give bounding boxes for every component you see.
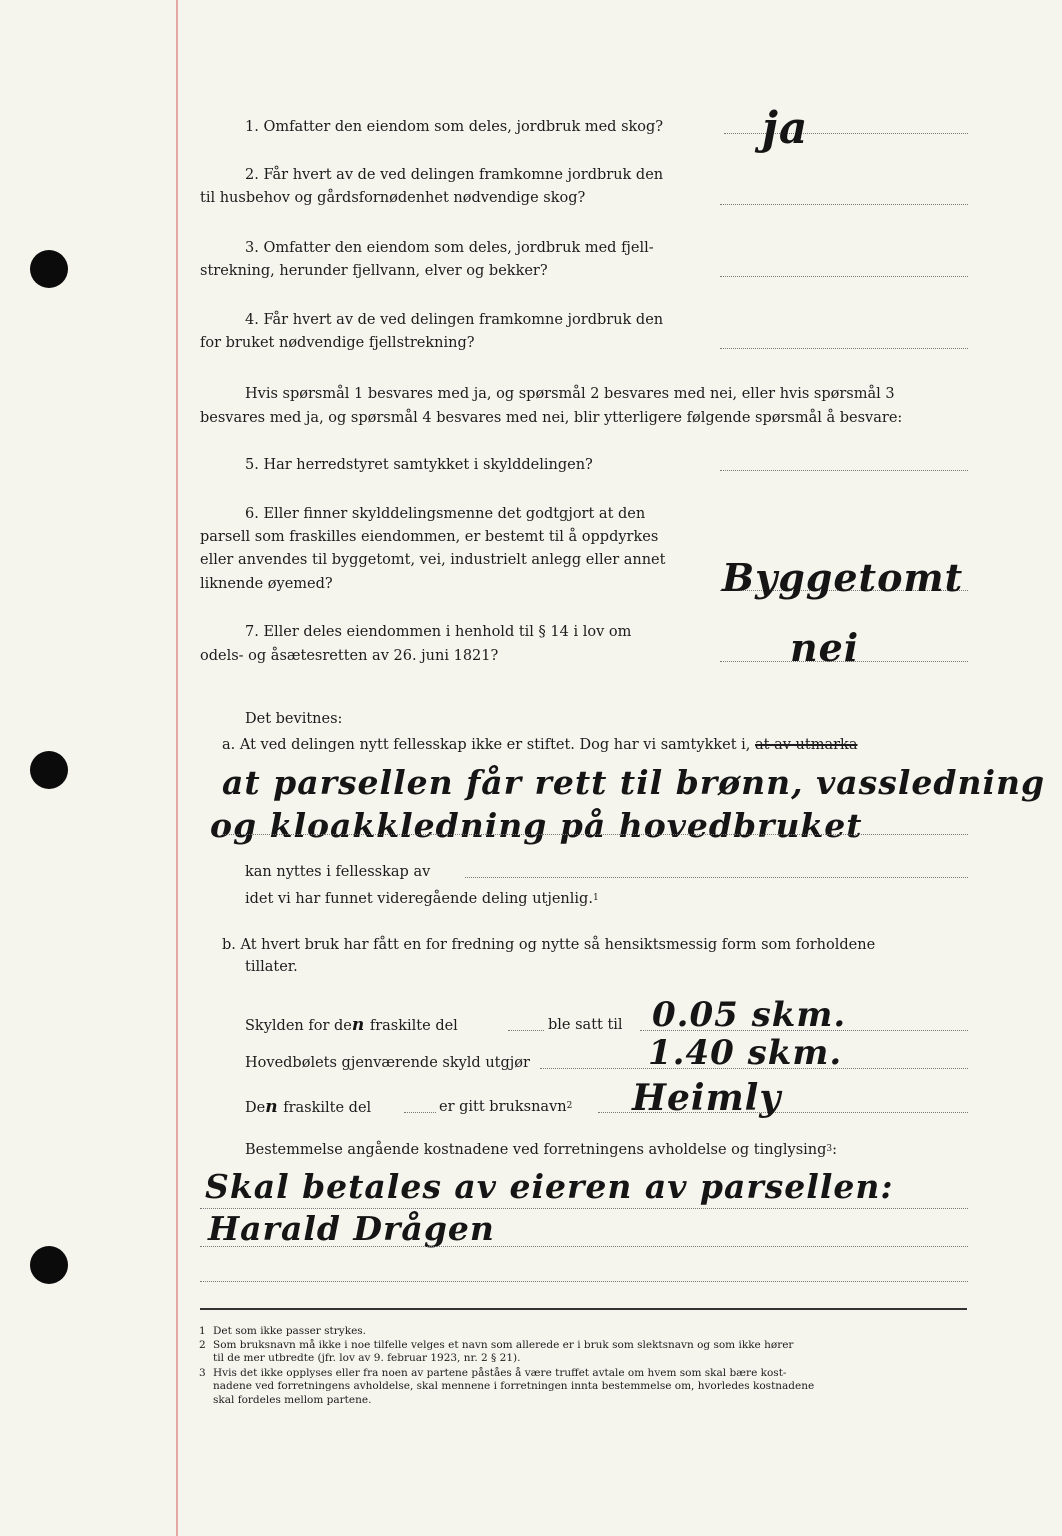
- costs-heading-colon: :: [832, 1142, 838, 1158]
- attest-a-handwritten-line-2: og kloakkledning på hovedbruket: [210, 806, 863, 845]
- attest-a-struck-text: at av utmarka: [755, 737, 858, 753]
- question-6-line-2: parsell som fraskilles eiendommen, er bestemt til å oppdyrkes: [200, 529, 659, 545]
- footnote-1-number: 1: [199, 1325, 206, 1337]
- footnote-separator: [200, 1308, 967, 1310]
- condition-line-1: Hvis spørsmål 1 besvares med ja, og spørsmål 2 besvares med nei, eller hvis spørsmål 3: [245, 386, 895, 402]
- footnote-3-line-3: skal fordeles mellom partene.: [213, 1394, 372, 1406]
- footnote-2-line-1: Som bruksnavn må ikke i noe tilfelle velges et navn som allerede er i bruk som slektsnavn og som ikke hører: [213, 1339, 794, 1351]
- skyld-3-dots-a: [404, 1112, 436, 1113]
- costs-heading-text: Bestemmelse angående kostnadene ved forretningens avholdelse og tinglysing: [245, 1142, 827, 1158]
- attest-a-line: [222, 733, 857, 757]
- skyld-1-dots-a: [508, 1030, 544, 1031]
- attest-common-use: kan nyttes i fellesskap av: [245, 864, 431, 880]
- answer-6-handwritten: Byggetomt: [722, 555, 964, 600]
- costs-handwritten-line-2: Harald Drågen: [208, 1209, 495, 1248]
- attest-b-line-2: tillater.: [245, 959, 298, 975]
- attest-a-handwritten-line-1: at parsellen får rett til brønn, vassledning: [222, 763, 1046, 802]
- common-use-line: [465, 877, 968, 878]
- costs-line-2: [200, 1246, 968, 1247]
- footnote-2-number: 2: [199, 1339, 206, 1351]
- question-6-line-1: 6. Eller finner skylddelingsmenne det godtgjort at den: [245, 506, 646, 522]
- attest-a-handwriting-line: [222, 834, 968, 835]
- question-4-line-1: 4. Får hvert av de ved delingen framkomne jordbruk den: [245, 312, 664, 328]
- condition-line-2: besvares med ja, og spørsmål 4 besvares med nei, blir ytterligere følgende spørsmål å besvare:: [200, 410, 903, 426]
- skyld-3-hand-n: n: [265, 1097, 279, 1117]
- footnote-3-line-2: nadene ved forretningens avholdelse, skal mennene i forretningen innta bestemmelse om, hvorledes kostnadene: [213, 1380, 815, 1392]
- footnote-1: Det som ikke passer strykes.: [213, 1325, 367, 1337]
- skyld-line-3: [245, 1095, 371, 1120]
- punch-hole-middle: [30, 751, 68, 789]
- attest-heading: Det bevitnes:: [245, 711, 343, 727]
- answer-line-1: [724, 133, 968, 134]
- further-division-text: idet vi har funnet videregående deling utjenlig.: [245, 891, 593, 907]
- answer-line-3: [720, 276, 968, 277]
- footnote-2-line-2: til de mer utbredte (jfr. lov av 9. februar 1923, nr. 2 § 21).: [213, 1352, 521, 1364]
- footnote-ref-1: 1: [592, 893, 599, 903]
- question-7-line-2: odels- og åsætesretten av 26. juni 1821?: [200, 648, 499, 664]
- attest-a-text: a. At ved delingen nytt fellesskap ikke er stiftet. Dog har vi samtykket i,: [222, 737, 751, 753]
- skyld-1-text-b: fraskilte del: [369, 1018, 458, 1034]
- skyld-3-text-b: fraskilte del: [283, 1100, 372, 1116]
- footnote-ref-2: 2: [566, 1101, 573, 1111]
- question-4-line-2: for bruket nødvendige fjellstrekning?: [200, 335, 475, 351]
- answer-line-4: [720, 348, 968, 349]
- question-3-line-1: 3. Omfatter den eiendom som deles, jordbruk med fjell-: [245, 240, 654, 256]
- skyld-3-text-c: [439, 1095, 572, 1119]
- margin-line: [176, 0, 178, 1536]
- skyld-3-text-a: De: [245, 1100, 266, 1116]
- skyld-3-bruksnavn-label: er gitt bruksnavn: [439, 1099, 567, 1115]
- question-2-line-2: til husbehov og gårdsfornødenhet nødvendige skog?: [200, 190, 586, 206]
- punch-hole-top: [30, 250, 68, 288]
- answer-line-5: [720, 470, 968, 471]
- footnote-3-line-1: Hvis det ikke opplyses eller fra noen av partene påståes å være truffet avtale om hvem som skal bære kost-: [213, 1367, 787, 1379]
- question-3-line-2: strekning, herunder fjellvann, elver og bekker?: [200, 263, 548, 279]
- skyld-line-2: Hovedbølets gjenværende skyld utgjør: [245, 1055, 530, 1071]
- question-1: 1. Omfatter den eiendom som deles, jordbruk med skog?: [245, 119, 664, 135]
- answer-line-2: [720, 204, 968, 205]
- footnote-ref-3: 3: [826, 1144, 833, 1154]
- answer-1-handwritten: ja: [762, 103, 809, 154]
- skyld-3-answer-handwritten: Heimly: [632, 1077, 782, 1119]
- answer-7-handwritten: nei: [790, 625, 860, 670]
- skyld-1-hand-n: n: [351, 1015, 366, 1035]
- costs-heading: [245, 1138, 837, 1162]
- question-7-line-1: 7. Eller deles eiendommen i henhold til § 14 i lov om: [245, 624, 632, 640]
- skyld-1-answer-handwritten: 0.05 skm.: [652, 995, 847, 1035]
- costs-handwritten-line-1: Skal betales av eieren av parsellen:: [205, 1167, 894, 1206]
- question-6-line-4: liknende øyemed?: [200, 576, 333, 592]
- skyld-line-1: [245, 1013, 458, 1038]
- skyld-1-text-a: Skylden for de: [245, 1018, 352, 1034]
- costs-line-3: [200, 1281, 968, 1282]
- attest-b-line-1: b. At hvert bruk har fått en for fredning og nytte så hensiktsmessig form som forholdene: [222, 937, 876, 953]
- punch-hole-bottom: [30, 1246, 68, 1284]
- question-5: 5. Har herredstyret samtykket i skylddelingen?: [245, 457, 593, 473]
- question-2-line-1: 2. Får hvert av de ved delingen framkomne jordbruk den: [245, 167, 664, 183]
- footnote-3-number: 3: [199, 1367, 206, 1379]
- question-6-line-3: eller anvendes til byggetomt, vei, industrielt anlegg eller annet: [200, 552, 666, 568]
- attest-further-division: [245, 887, 599, 911]
- skyld-1-text-c: ble satt til: [548, 1017, 623, 1033]
- skyld-2-answer-handwritten: 1.40 skm.: [648, 1033, 843, 1073]
